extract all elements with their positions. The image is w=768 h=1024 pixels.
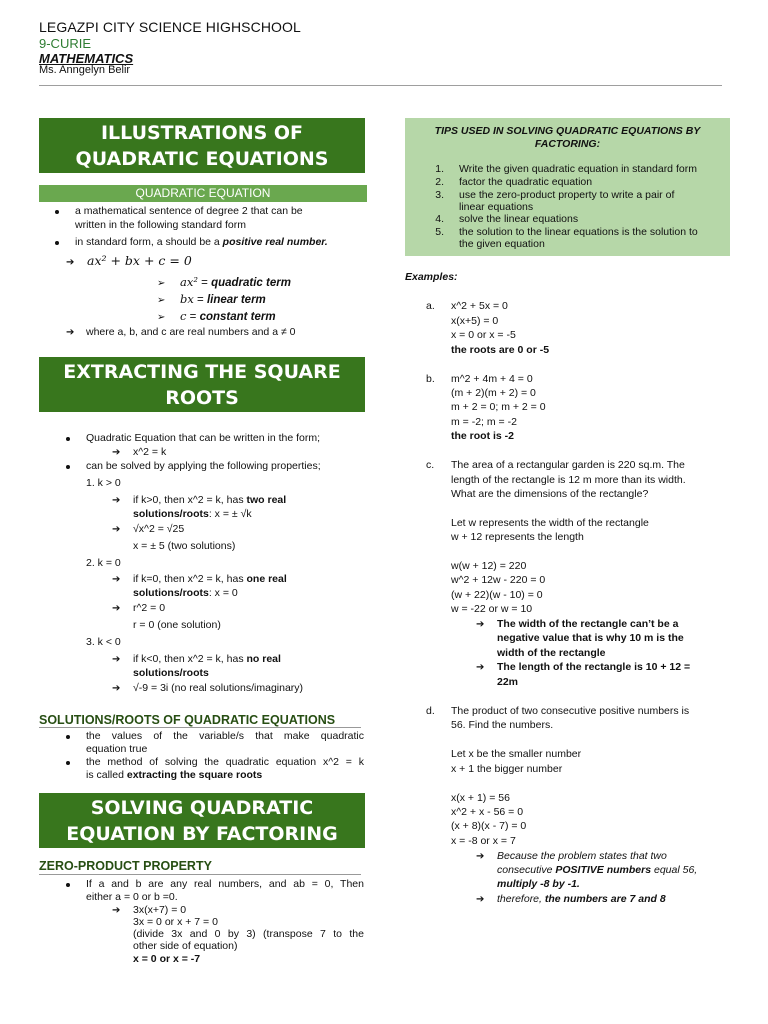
case-1-example-l2: x = ± 5 (two solutions) xyxy=(133,540,236,552)
qe-bullet-1-line1: a mathematical sentence of degree 2 that can be xyxy=(75,205,303,217)
term-linear-symbol: bx xyxy=(180,292,194,306)
case-emph: no real xyxy=(246,653,281,665)
case-emph: solutions/roots xyxy=(133,587,209,599)
case-emph: solutions/roots xyxy=(133,667,209,679)
term-linear xyxy=(180,293,266,307)
banner-factoring xyxy=(39,793,365,848)
subject-name: MATHEMATICS xyxy=(39,51,134,66)
tips-title xyxy=(405,125,730,151)
term-quadratic xyxy=(180,276,291,290)
example-d-work: x^2 + x - 56 = 0 xyxy=(451,806,524,818)
where-line: where a, b, and c are real numbers and a ≠ 0 xyxy=(86,326,296,338)
esr-form: x^2 = k xyxy=(133,446,167,458)
zpp-bullet-l2: either a = 0 or b =0. xyxy=(86,891,178,903)
sol-emph: extracting the square roots xyxy=(126,769,263,781)
banner-illustrations xyxy=(39,118,365,173)
tip-text: use the zero-product property to write a pair of xyxy=(459,189,675,201)
banner-line: EXTRACTING THE SQUARE xyxy=(63,360,341,383)
arrow-icon: ➔ xyxy=(112,683,121,694)
arrowhead-icon: ➢ xyxy=(157,278,166,289)
example-c-note1: The width of the rectangle can’t be a xyxy=(497,618,679,630)
tip-text: Write the given quadratic equation in standard form xyxy=(459,163,697,175)
example-d-let: x + 1 the bigger number xyxy=(451,763,563,775)
note-text: equal 56, xyxy=(651,864,698,876)
example-c-work: (w + 22)(w - 10) = 0 xyxy=(451,589,543,601)
example-d-label: d. xyxy=(426,705,435,717)
banner-line: QUADRATIC EQUATIONS xyxy=(75,147,329,170)
zpp-step-1: 3x(x+7) = 0 xyxy=(133,904,187,916)
zpp-step-2: 3x = 0 or x + 7 = 0 xyxy=(133,916,218,928)
example-c-problem: length of the rectangle is 12 m more than its width. xyxy=(451,474,686,486)
examples-label: Examples: xyxy=(405,271,458,283)
arrow-icon: ➔ xyxy=(66,327,75,338)
teacher-name: Ms. Anngelyn Belir xyxy=(39,64,131,76)
arrow-icon: ➔ xyxy=(112,495,121,506)
case-1: 1. k > 0 xyxy=(86,477,121,489)
example-c-problem: The area of a rectangular garden is 220 sq.m. The xyxy=(451,459,685,471)
solutions-heading: SOLUTIONS/ROOTS OF QUADRATIC EQUATIONS xyxy=(39,713,336,727)
example-a-line: x^2 + 5x = 0 xyxy=(451,300,508,312)
banner-extracting-roots xyxy=(39,357,365,412)
section-name: 9-CURIE xyxy=(39,36,92,51)
note-text: consecutive xyxy=(497,864,556,876)
example-d-work: x = -8 or x = 7 xyxy=(451,835,516,847)
standard-form-equation: ax² + bx + c = 0 xyxy=(87,253,192,268)
sol-bullet-2-l1: the method of solving the quadratic equation x^2 = k xyxy=(86,756,364,768)
case-1-rule-l2 xyxy=(133,508,252,521)
example-c-work: w = -22 or w = 10 xyxy=(451,603,533,615)
example-c-let: w + 12 represents the length xyxy=(451,531,584,543)
sol-bullet-2-l2 xyxy=(86,769,262,782)
example-d-note1-l3: multiply -8 by -1. xyxy=(497,878,580,890)
esr-bullet-1: Quadratic Equation that can be written in the form; xyxy=(86,432,321,444)
tips-title-line: TIPS USED IN SOLVING QUADRATIC EQUATIONS BY xyxy=(434,125,701,137)
case-text: : x = 0 xyxy=(208,587,238,599)
example-c-label: c. xyxy=(426,459,435,471)
school-name: LEGAZPI CITY SCIENCE HIGHSCHOOL xyxy=(39,19,301,35)
case-emph: one real xyxy=(246,573,287,585)
example-a-line: x(x+5) = 0 xyxy=(451,315,499,327)
arrow-icon: ➔ xyxy=(112,654,121,665)
note-emph: POSITIVE numbers xyxy=(555,864,652,876)
arrow-icon: ➔ xyxy=(112,905,121,916)
example-a-answer: the roots are 0 or -5 xyxy=(451,344,550,356)
term-eq: = xyxy=(186,311,200,323)
tip-text: factor the quadratic equation xyxy=(459,176,593,188)
example-d-note1-l1: Because the problem states that two xyxy=(497,850,667,862)
case-2-rule-l2 xyxy=(133,587,238,600)
case-1-rule-l1 xyxy=(133,494,286,507)
tip-text: the solution to the linear equations is the solution to xyxy=(459,226,698,238)
example-d-problem: 56. Find the numbers. xyxy=(451,719,554,731)
case-2-rule-l1 xyxy=(133,573,287,586)
example-b-line: m^2 + 4m + 4 = 0 xyxy=(451,373,533,385)
term-constant-label: constant term xyxy=(199,311,276,323)
arrow-icon: ➔ xyxy=(112,524,121,535)
example-d-note2 xyxy=(497,893,666,906)
tips-title-line: FACTORING: xyxy=(534,138,601,150)
example-d-problem: The product of two consecutive positive numbers is xyxy=(451,705,690,717)
banner-line: EQUATION BY FACTORING xyxy=(66,822,338,845)
example-a-line: x = 0 or x = -5 xyxy=(451,329,516,341)
case-2: 2. k = 0 xyxy=(86,557,121,569)
tip-number: 3. xyxy=(435,189,444,201)
zero-product-heading: ZERO-PRODUCT PROPERTY xyxy=(39,859,212,873)
example-c-note2: The length of the rectangle is 10 + 12 = xyxy=(497,661,691,673)
arrow-icon: ➔ xyxy=(112,447,121,458)
arrow-icon: ➔ xyxy=(476,619,485,630)
arrowhead-icon: ➢ xyxy=(157,295,166,306)
sol-bullet-1-l1: the values of the variable/s that make quadratic xyxy=(86,730,364,742)
term-quadratic-symbol: ax² xyxy=(180,275,198,289)
term-constant xyxy=(180,310,276,324)
example-c-note2: 22m xyxy=(497,676,519,688)
quadratic-equation-heading: QUADRATIC EQUATION xyxy=(39,185,367,202)
arrow-icon: ➔ xyxy=(476,851,485,862)
banner-line: ROOTS xyxy=(165,386,239,409)
case-text: : x = ± √k xyxy=(208,508,252,520)
banner-line: SOLVING QUADRATIC xyxy=(90,796,314,819)
case-1-example-l1: √x^2 = √25 xyxy=(133,523,185,535)
example-c-note1: negative value that is why 10 m is the xyxy=(497,632,684,644)
example-b-line: m = -2; m = -2 xyxy=(451,416,517,428)
arrow-icon: ➔ xyxy=(112,574,121,585)
tip-number: 1. xyxy=(435,163,444,175)
tip-number: 2. xyxy=(435,176,444,188)
case-text: if k>0, then x^2 = k, has xyxy=(133,494,247,506)
arrow-icon: ➔ xyxy=(476,894,485,905)
case-text: if k=0, then x^2 = k, has xyxy=(133,573,247,585)
case-3: 3. k < 0 xyxy=(86,636,121,648)
example-b-label: b. xyxy=(426,373,435,385)
qe-bullet-2-emph: positive real number. xyxy=(222,236,328,248)
example-b-line: m + 2 = 0; m + 2 = 0 xyxy=(451,401,546,413)
example-b-line: (m + 2)(m + 2) = 0 xyxy=(451,387,536,399)
zpp-bullet-l1: If a and b are any real numbers, and ab = 0, Then xyxy=(86,878,364,890)
term-constant-symbol: c xyxy=(180,309,187,323)
example-c-problem: What are the dimensions of the rectangle? xyxy=(451,488,649,500)
qe-bullet-1-line2: written in the following standard form xyxy=(75,219,246,231)
case-3-rule-l1 xyxy=(133,653,281,666)
sol-text: is called xyxy=(86,769,127,781)
example-d-work: (x + 8)(x - 7) = 0 xyxy=(451,820,527,832)
tip-text: the given equation xyxy=(459,238,545,250)
case-emph: solutions/roots xyxy=(133,508,209,520)
case-3-example: √-9 = 3i (no real solutions/imaginary) xyxy=(133,682,304,694)
arrow-icon: ➔ xyxy=(476,662,485,673)
note-text: therefore, xyxy=(497,893,545,905)
zpp-step-3: (divide 3x and 0 by 3) (transpose 7 to the xyxy=(133,928,364,940)
term-linear-label: linear term xyxy=(206,294,266,306)
example-b-answer: the root is -2 xyxy=(451,430,515,442)
arrow-icon: ➔ xyxy=(112,603,121,614)
term-quadratic-label: quadratic term xyxy=(211,277,291,289)
tip-number: 4. xyxy=(435,213,444,225)
esr-bullet-2: can be solved by applying the following properties; xyxy=(86,460,321,472)
example-c-work: w^2 + 12w - 220 = 0 xyxy=(451,574,546,586)
case-2-example-l1: r^2 = 0 xyxy=(133,602,166,614)
tip-text: linear equations xyxy=(459,201,534,213)
sol-bullet-1-l2: equation true xyxy=(86,743,148,755)
arrowhead-icon: ➢ xyxy=(157,312,166,323)
banner-line: ILLUSTRATIONS OF xyxy=(100,121,304,144)
note-emph: the numbers are 7 and 8 xyxy=(544,893,666,905)
example-d-let: Let x be the smaller number xyxy=(451,748,582,760)
case-emph: two real xyxy=(246,494,287,506)
example-c-note1: width of the rectangle xyxy=(497,647,606,659)
case-3-rule-l2 xyxy=(133,667,209,680)
zpp-step-4: other side of equation) xyxy=(133,940,238,952)
zpp-answer: x = 0 or x = -7 xyxy=(133,953,201,965)
case-text: if k<0, then x^2 = k, has xyxy=(133,653,247,665)
arrow-icon: ➔ xyxy=(66,257,75,268)
term-eq: = xyxy=(197,277,212,289)
heading-underline xyxy=(39,727,361,728)
qe-bullet-2-text: in standard form, a should be a xyxy=(75,236,223,248)
tip-number: 5. xyxy=(435,226,444,238)
tip-text: solve the linear equations xyxy=(459,213,579,225)
case-2-example-l2: r = 0 (one solution) xyxy=(133,619,221,631)
heading-underline xyxy=(39,874,361,875)
example-d-work: x(x + 1) = 56 xyxy=(451,792,510,804)
term-eq: = xyxy=(193,294,207,306)
header-divider xyxy=(39,85,722,86)
example-c-work: w(w + 12) = 220 xyxy=(451,560,527,572)
example-c-let: Let w represents the width of the rectangle xyxy=(451,517,649,529)
example-d-note1-l2 xyxy=(497,864,697,877)
example-a-label: a. xyxy=(426,300,435,312)
qe-bullet-2 xyxy=(75,236,328,249)
